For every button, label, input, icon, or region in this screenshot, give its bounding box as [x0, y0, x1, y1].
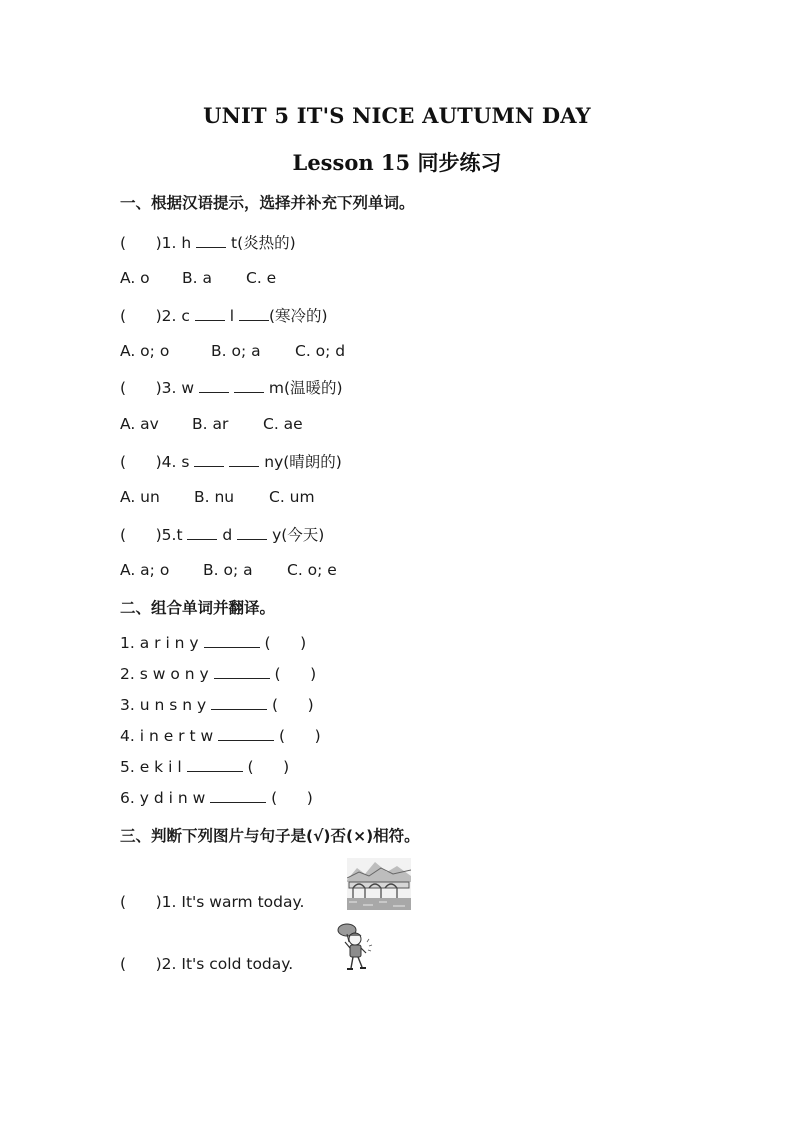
option-b[interactable]: B. nu: [194, 488, 235, 506]
word-item-5: 5. e k i l ( ): [120, 758, 290, 776]
answer-blank[interactable]: [214, 664, 270, 679]
option-a[interactable]: A. a; o: [120, 561, 170, 579]
option-b[interactable]: B. ar: [192, 415, 229, 433]
options-1: [120, 268, 276, 288]
option-b[interactable]: B. o; a: [211, 342, 261, 360]
word-item-6: 6. y d i n w ( ): [120, 789, 313, 807]
answer-blank[interactable]: [195, 306, 225, 321]
option-c[interactable]: C. o; e: [287, 561, 337, 579]
answer-blank[interactable]: [204, 633, 260, 648]
section3-heading: 三、判断下列图片与句子是(√)否(×)相符。: [120, 827, 420, 845]
option-a[interactable]: A. un: [120, 488, 160, 506]
answer-blank[interactable]: [239, 306, 269, 321]
judge-item-2: ( )2. It's cold today.: [120, 955, 294, 973]
answer-blank[interactable]: [210, 788, 266, 803]
option-a[interactable]: A. o; o: [120, 342, 170, 360]
option-c[interactable]: C. um: [269, 488, 315, 506]
answer-blank[interactable]: [199, 378, 229, 393]
lesson-subtitle: Lesson 15 同步练习: [292, 150, 502, 175]
word-item-2: 2. s w o n y ( ): [120, 665, 317, 683]
answer-blank[interactable]: [229, 452, 259, 467]
answer-blank[interactable]: [211, 695, 267, 710]
bridge-scene-image: [347, 858, 411, 910]
option-b[interactable]: B. o; a: [203, 561, 253, 579]
answer-blank[interactable]: [187, 757, 243, 772]
word-item-3: 3. u n s n y ( ): [120, 696, 314, 714]
section1-heading: 一、根据汉语提示，选择并补充下列单词。: [120, 194, 415, 212]
answer-blank[interactable]: [234, 378, 264, 393]
judge-item-1: ( )1. It's warm today.: [120, 893, 305, 911]
question-4: ( )4. s ny(晴朗的): [120, 453, 342, 471]
options-5: [120, 560, 337, 580]
answer-blank[interactable]: [187, 525, 217, 540]
answer-blank[interactable]: [218, 726, 274, 741]
child-with-leaf-image: [333, 922, 377, 974]
question-3: ( )3. w m(温暖的): [120, 379, 343, 397]
question-1: ( )1. h t(炎热的): [120, 234, 296, 252]
word-item-1: 1. a r i n y ( ): [120, 634, 307, 652]
answer-blank[interactable]: [237, 525, 267, 540]
option-c[interactable]: C. ae: [263, 415, 303, 433]
option-c[interactable]: C. e: [246, 269, 277, 287]
options-4: [120, 487, 315, 507]
option-a[interactable]: A. av: [120, 415, 159, 433]
answer-blank[interactable]: [194, 452, 224, 467]
options-3: [120, 414, 303, 434]
question-2: ( )2. c l (寒冷的): [120, 307, 328, 325]
word-item-4: 4. i n e r t w ( ): [120, 727, 321, 745]
answer-blank[interactable]: [196, 233, 226, 248]
question-5: ( )5.t d y(今天): [120, 526, 325, 544]
options-2: [120, 341, 345, 361]
option-b[interactable]: B. a: [182, 269, 212, 287]
section2-heading: 二、组合单词并翻译。: [120, 599, 276, 617]
option-a[interactable]: A. o: [120, 269, 150, 287]
option-c[interactable]: C. o; d: [295, 342, 346, 360]
worksheet-title: UNIT 5 IT'S NICE AUTUMN DAY: [203, 103, 591, 128]
